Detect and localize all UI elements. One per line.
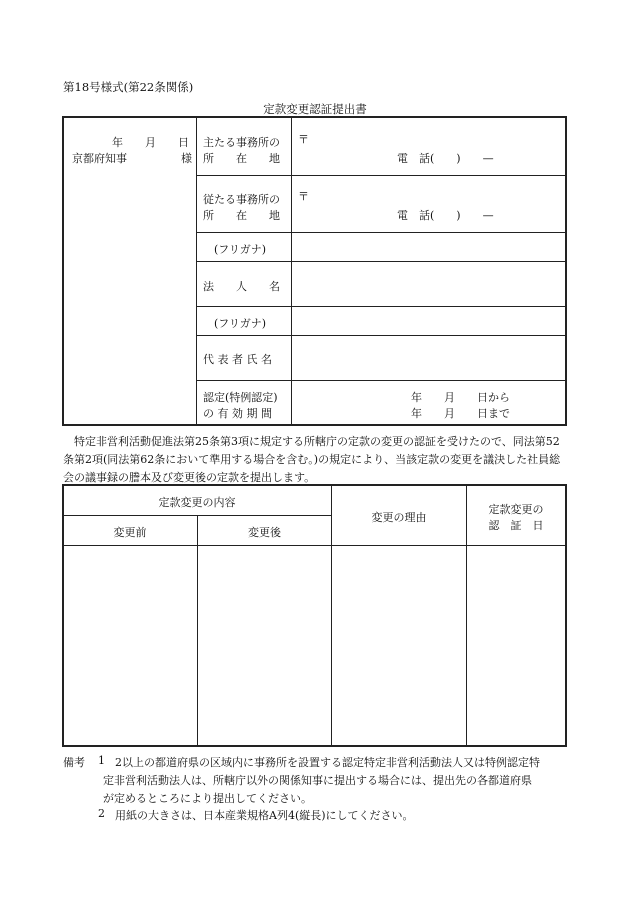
table-subheader-line bbox=[63, 515, 331, 516]
period-label-1: 認定(特例認定) bbox=[203, 391, 278, 404]
divider-row5 bbox=[196, 335, 566, 336]
main-office-phone: 電 話( ) — bbox=[397, 152, 494, 165]
note-1-number: 1 bbox=[98, 754, 105, 767]
notes-label: 備考 bbox=[63, 756, 85, 769]
cert-date-header-1: 定款変更の bbox=[488, 503, 544, 516]
addressee: 京都府知事 bbox=[72, 152, 127, 165]
period-to: 年 月 日まで bbox=[411, 407, 510, 420]
cert-date-header-2: 認 証 日 bbox=[488, 519, 544, 532]
border-top bbox=[62, 116, 567, 118]
form-title: 定款変更認証提出書 bbox=[263, 102, 367, 116]
note-1-line2: 定非営利活動法人は、所轄庁以外の関係知事に提出する場合には、提出先の各都道府県 bbox=[103, 774, 532, 787]
note-1-line1: 2以上の都道府県の区域内に事務所を設置する認定特定非営利活動法人又は特例認定特 bbox=[115, 756, 540, 769]
before-header: 変更前 bbox=[113, 526, 147, 539]
table-border-bottom bbox=[62, 745, 567, 747]
note-1-line3: が定めるところにより提出してください。 bbox=[103, 792, 312, 805]
table-header-bottom bbox=[63, 545, 566, 546]
honorific: 様 bbox=[181, 152, 192, 165]
divider-row6 bbox=[196, 380, 566, 381]
form-number: 第18号様式(第22条関係) bbox=[63, 80, 194, 94]
period-from: 年 月 日から bbox=[411, 391, 510, 404]
table-col-1 bbox=[197, 515, 198, 746]
sub-office-phone: 電 話( ) — bbox=[397, 209, 494, 222]
rep-name-label: 代 表 者 氏 名 bbox=[203, 353, 272, 366]
divider-row3 bbox=[196, 261, 566, 262]
divider-row4 bbox=[196, 306, 566, 307]
content-header: 定款変更の内容 bbox=[158, 496, 236, 509]
border-left bbox=[62, 116, 64, 426]
reason-header: 変更の理由 bbox=[371, 511, 427, 524]
divider-col1 bbox=[196, 117, 197, 425]
divider-row1 bbox=[196, 175, 566, 176]
after-header: 変更後 bbox=[248, 526, 281, 539]
note-2-number: 2 bbox=[98, 807, 105, 820]
divider-col2 bbox=[291, 117, 292, 425]
date-field: 年 月 日 bbox=[112, 136, 189, 149]
divider-row2 bbox=[196, 232, 566, 233]
statement-text: 特定非営利活動促進法第25条第3項に規定する所轄庁の定款の変更の認証を受けたので、同法第52条第2項(同法第62条において準用する場合を含む。)の規定により、当該定款の変更を議決した社員総会の議事録の謄本及び変更後の定款を提出します。 bbox=[63, 435, 561, 484]
furigana-label-2: (フリガナ) bbox=[214, 317, 267, 330]
sub-office-label-1: 従たる事務所の bbox=[203, 193, 280, 206]
main-office-postal: 〒 bbox=[298, 133, 309, 146]
corp-name-label: 法 人 名 bbox=[203, 280, 280, 293]
table-border-right bbox=[565, 484, 567, 747]
note-2-text: 用紙の大きさは、日本産業規格A列4(縦長)にしてください。 bbox=[115, 809, 414, 822]
statement-paragraph bbox=[63, 433, 568, 487]
border-bottom bbox=[62, 424, 567, 426]
period-label-2: の 有 効 期 間 bbox=[203, 407, 272, 420]
main-office-label-2: 所 在 地 bbox=[203, 152, 280, 165]
table-border-top bbox=[62, 484, 567, 486]
main-office-label-1: 主たる事務所の bbox=[203, 136, 280, 149]
sub-office-label-2: 所 在 地 bbox=[203, 209, 280, 222]
sub-office-postal: 〒 bbox=[298, 190, 309, 203]
furigana-label-1: (フリガナ) bbox=[214, 243, 267, 256]
